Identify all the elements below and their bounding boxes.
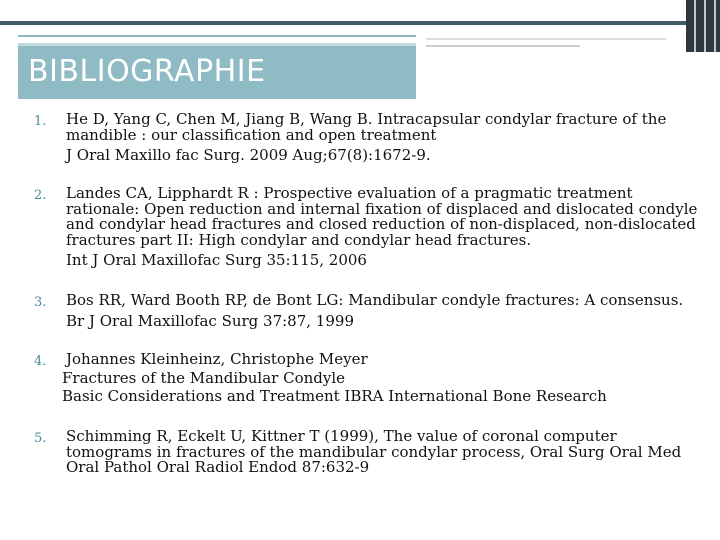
reference-line: Basic Considerations and Treatment IBRA International Bone Research xyxy=(62,387,607,405)
page-title: BIBLIOGRAPHIE xyxy=(28,54,266,89)
reference-line: Landes CA, Lipphardt R : Prospective evaluation of a pragmatic treatment xyxy=(66,184,633,202)
reference-number: 1. xyxy=(34,114,47,129)
reference-line: J Oral Maxillo fac Surg. 2009 Aug;67(8):1672-9. xyxy=(66,146,431,164)
top-decoration-bar xyxy=(0,0,720,22)
reference-line: Fractures of the Mandibular Condyle xyxy=(62,368,346,387)
reference-number: 2. xyxy=(34,188,47,203)
reference-line: Johannes Kleinheinz, Christophe Meyer xyxy=(66,350,368,368)
reference-line: fractures part II: High condylar and condylar head fractures. xyxy=(66,230,532,249)
top-right-dark-block xyxy=(686,0,720,52)
reference-line: mandible : our classification and open treatment xyxy=(66,125,437,144)
reference-line: rationale: Open reduction and internal fixation of displaced and dislocated condyle xyxy=(66,199,698,218)
reference-line: Schimming R, Eckelt U, Kittner T (1999), The value of coronal computer xyxy=(66,427,617,445)
reference-line: and condylar head fractures and closed reduction of non-displaced, non-dislocated xyxy=(66,215,696,233)
reference-line: Bos RR, Ward Booth RP, de Bont LG: Mandibular condyle fractures: A consensus. xyxy=(66,291,684,309)
reference-line: He D, Yang C, Chen M, Jiang B, Wang B. Intracapsular condylar fracture of the xyxy=(66,110,667,128)
decor-line-right-short xyxy=(426,45,580,47)
reference-number: 3. xyxy=(34,295,47,310)
top-dark-strip xyxy=(0,21,720,25)
decor-line-right xyxy=(426,38,666,40)
reference-line: Br J Oral Maxillofac Surg 37:87, 1999 xyxy=(66,311,354,330)
reference-line: Int J Oral Maxillofac Surg 35:115, 2006 xyxy=(66,251,367,269)
title-top-line xyxy=(18,35,416,37)
reference-line: tomograms in fractures of the mandibular condylar process, Oral Surg Oral Med xyxy=(66,442,682,461)
reference-number: 5. xyxy=(34,431,47,446)
title-box xyxy=(18,43,416,99)
reference-number: 4. xyxy=(34,354,47,369)
reference-line: Oral Pathol Oral Radiol Endod 87:632-9 xyxy=(66,458,370,476)
